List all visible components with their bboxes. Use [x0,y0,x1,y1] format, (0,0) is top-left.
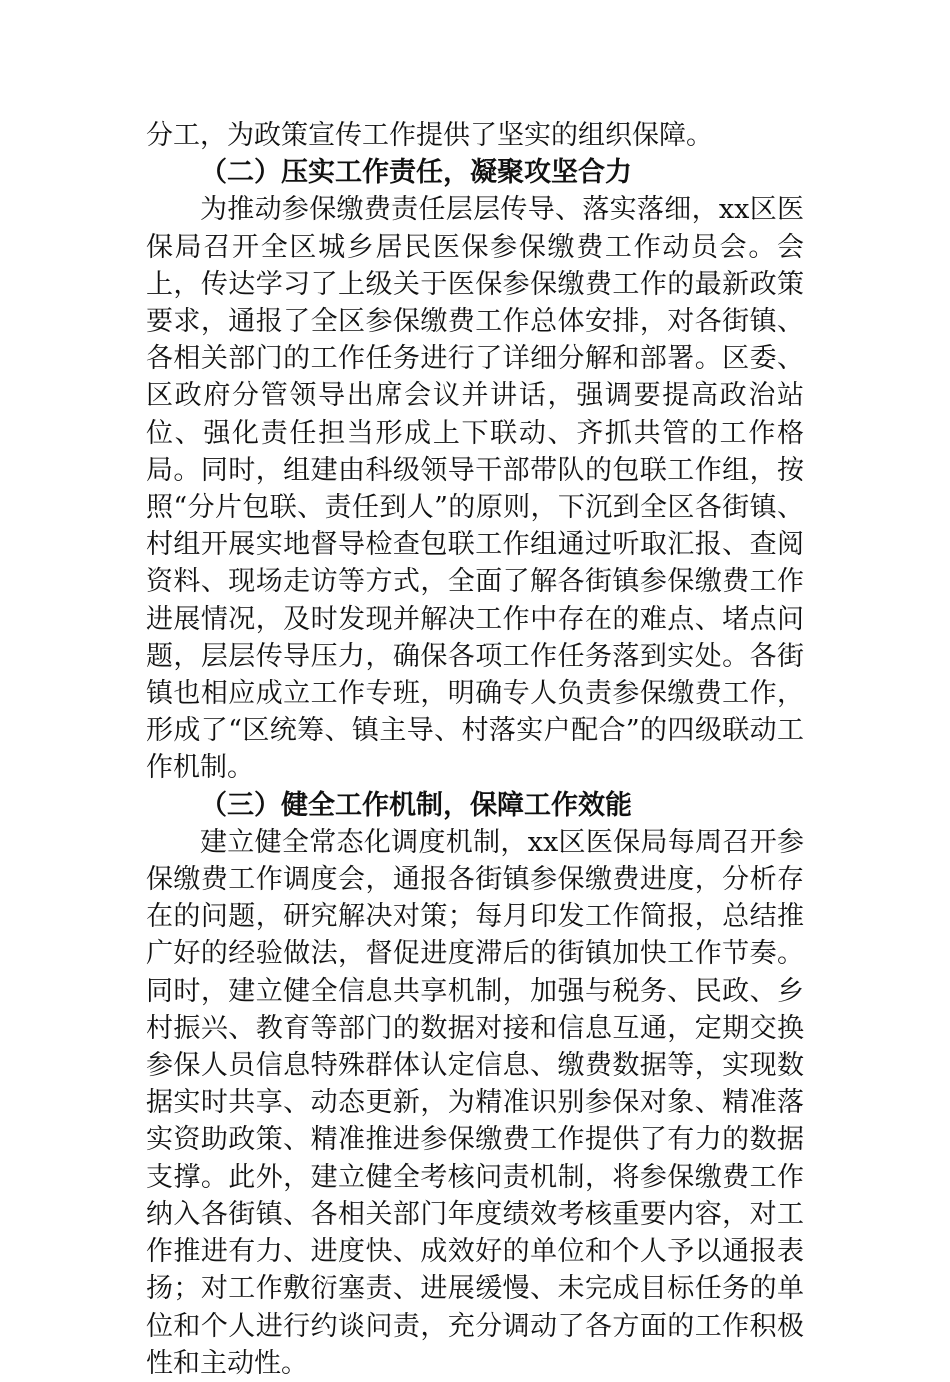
paragraph-section-3: 建立健全常态化调度机制，xx区医保局每周召开参保缴费工作调度会，通报各街镇参保缴费进度，分析存在的问题，研究解决对策；每月印发工作简报，总结推广好的经验做法，督促进度滞后的街镇加快工作节奏。同时，建立健全信息共享机制，加强与税务、民政、乡村振兴、教育等部门的数据对接和信息互通，定期交换参保人员信息特殊群体认定信息、缴费数据等，实现数据实时共享、动态更新，为精准识别参保对象、精准落实资助政策、精准推进参保缴费工作提供了有力的数据支撑。此外，建立健全考核问责机制，将参保缴费工作纳入各街镇、各相关部门年度绩效考核重要内容，对工作推进有力、进度快、成效好的单位和个人予以通报表扬；对工作敷衍塞责、进展缓慢、未完成目标任务的单位和个人进行约谈问责，充分调动了各方面的工作积极性和主动性。 [146,826,804,1379]
paragraph-section-2: 为推动参保缴费责任层层传导、落实落细，xx区医保局召开全区城乡居民医保参保缴费工作动员会。会上，传达学习了上级关于医保参保缴费工作的最新政策要求，通报了全区参保缴费工作总体安排，对各街镇、各相关部门的工作任务进行了详细分解和部署。区委、区政府分管领导出席会议并讲话，强调要提高政治站位、强化责任担当形成上下联动、齐抓共管的工作格局。同时，组建由科级领导干部带队的包联工作组，按照“分片包联、责任到人”的原则，下沉到全区各街镇、村组开展实地督导检查包联工作组通过听取汇报、查阅资料、现场走访等方式，全面了解各街镇参保缴费工作进展情况，及时发现并解决工作中存在的难点、堵点问题，层层传导压力，确保各项工作任务落到实处。各街镇也相应成立工作专班，明确专人负责参保缴费工作，形成了“区统筹、镇主导、村落实户配合”的四级联动工作机制。 [146,194,804,784]
paragraph-continuation: 分工，为政策宣传工作提供了坚实的组织保障。 [146,120,713,151]
section-heading-3: （三）健全工作机制，保障工作效能 [200,789,632,821]
section-heading-2: （二）压实工作责任，凝聚攻坚合力 [200,157,632,189]
